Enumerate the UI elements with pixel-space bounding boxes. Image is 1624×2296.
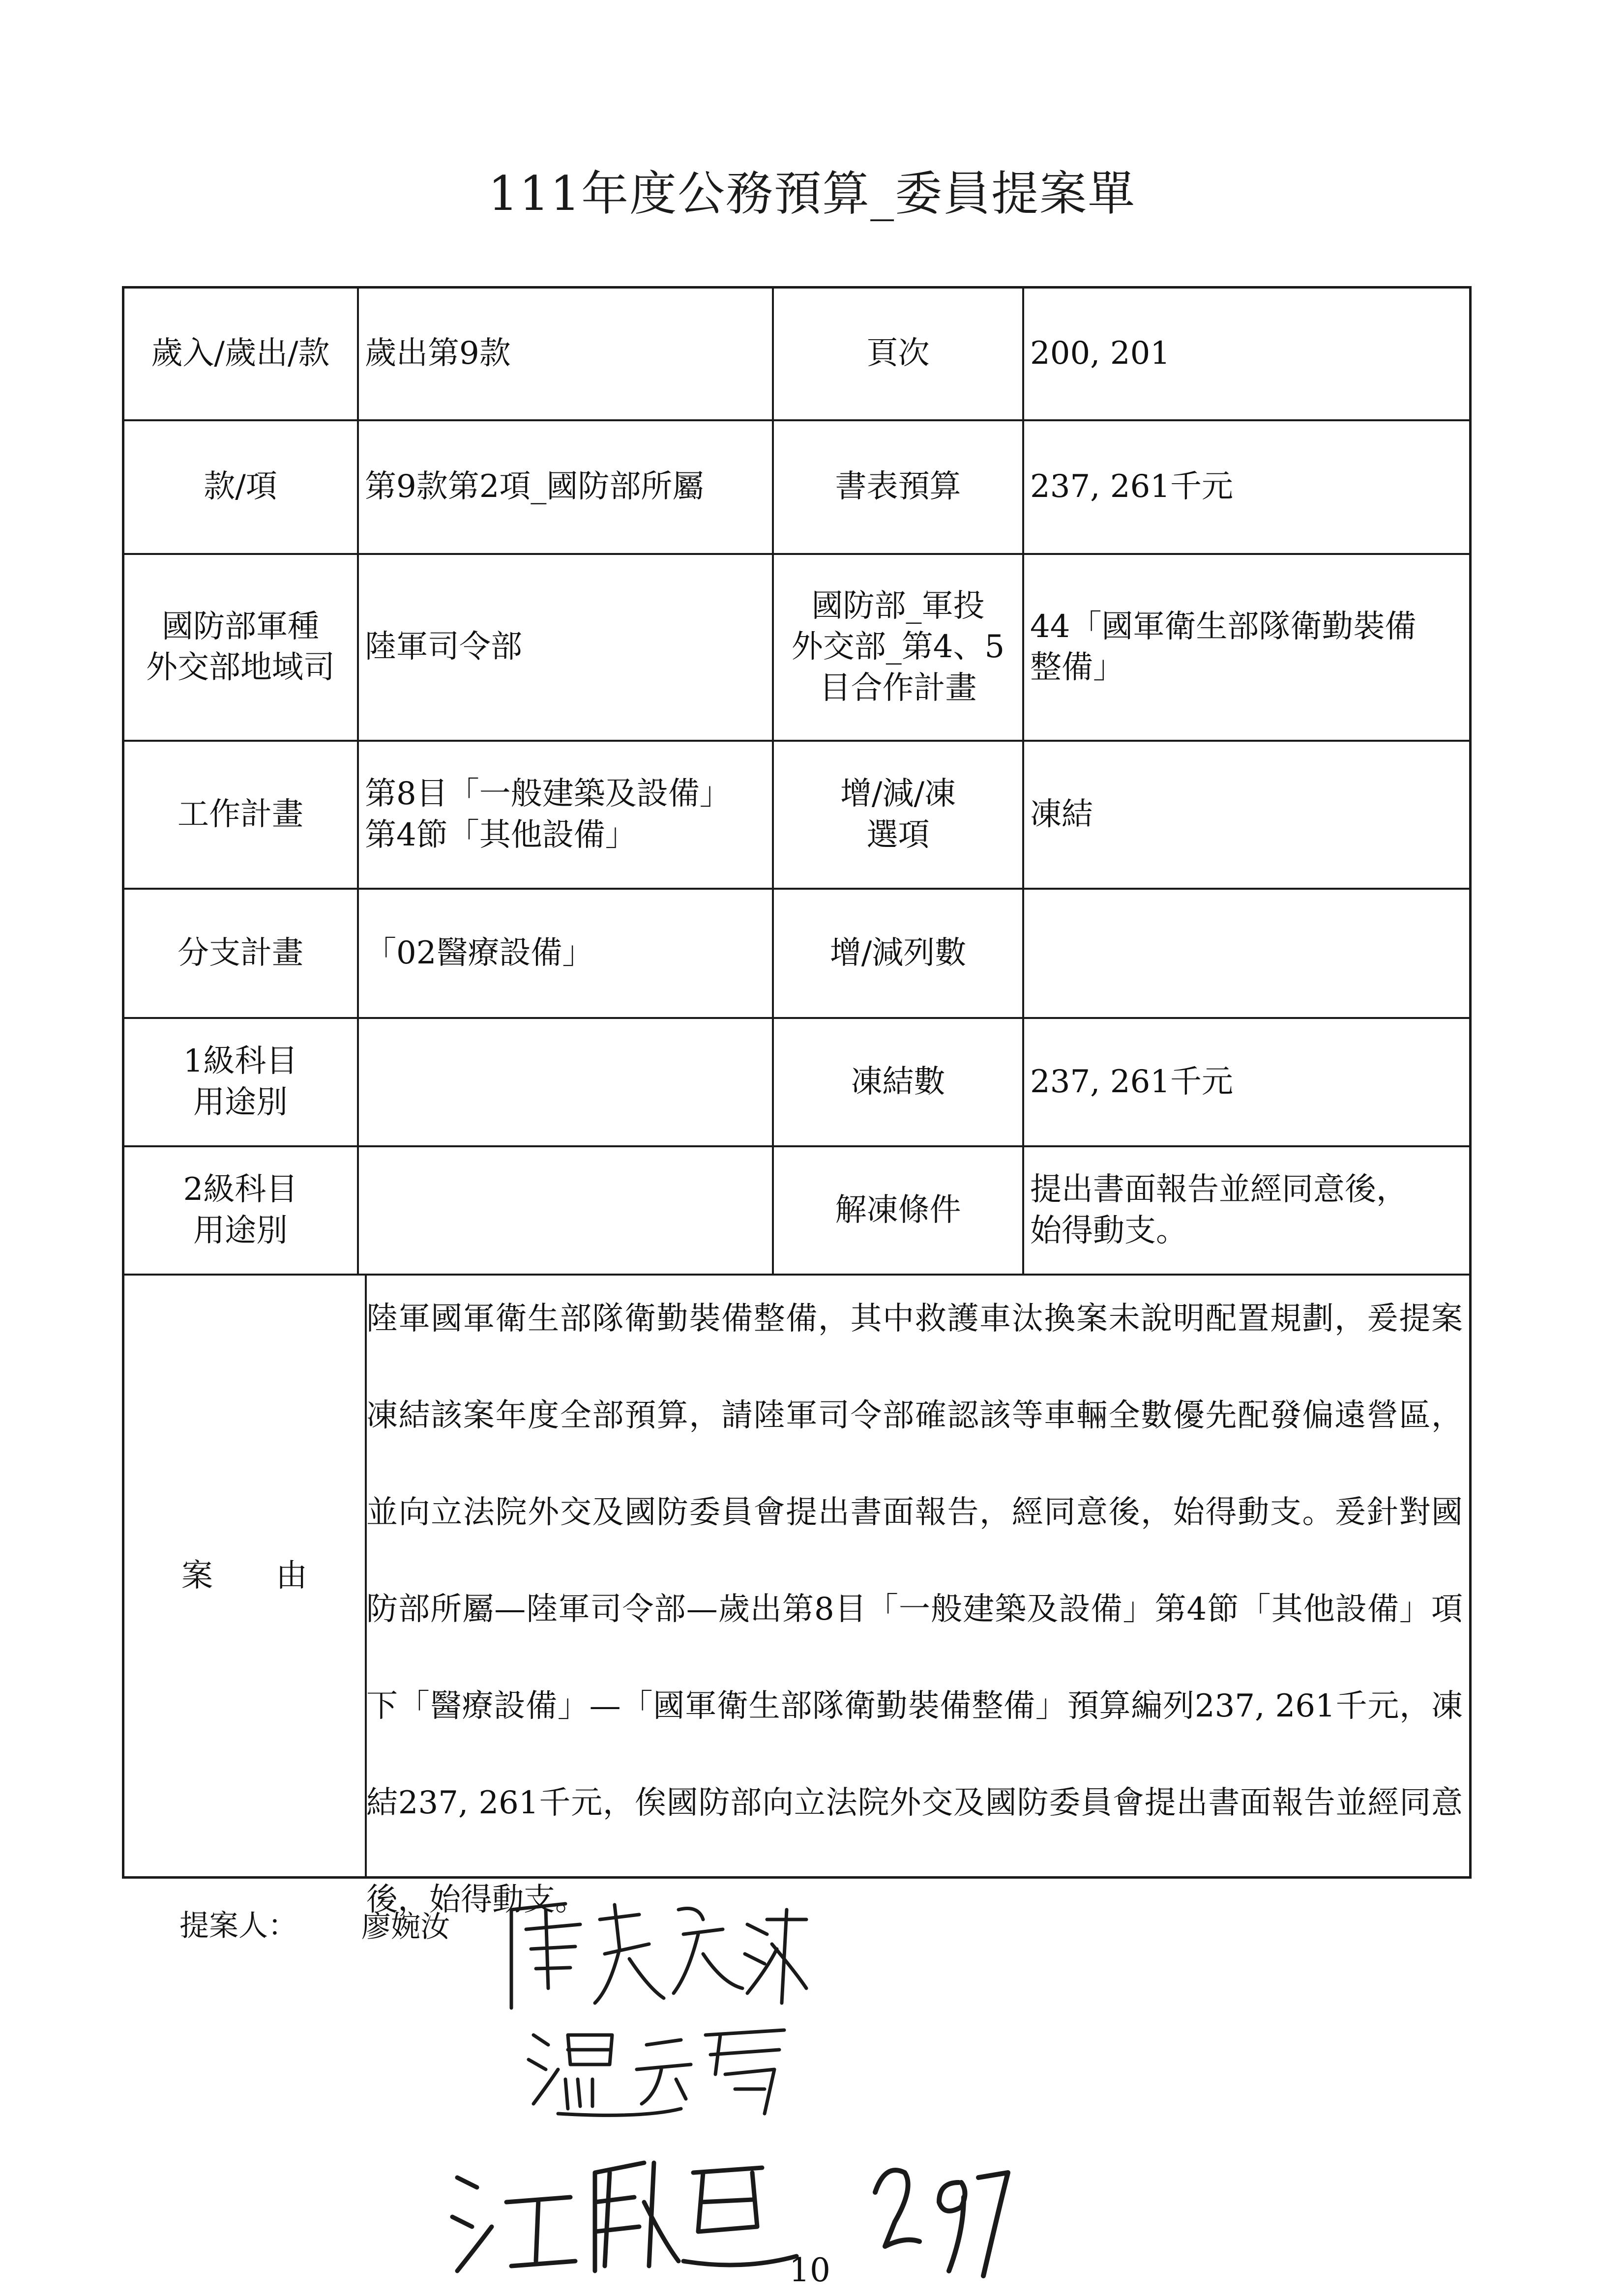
signature-2: [519, 2015, 794, 2128]
label-reason: 案 由: [122, 1274, 367, 1879]
reason-text: 陸軍國軍衛生部隊衛勤裝備整備，其中救護車汰換案未說明配置規劃，爰提案凍結該案年度全部預算，請陸軍司令部確認該等車輛全數優先配發偏遠營區，並向立法院外交及國防委員會提出書面報告，經同意後，始得動支。爰針對國防部所屬—陸軍司令部—歲出第8目「一般建築及設備」第4節「其他設備」項下「醫療設備」—「國軍衛生部隊衛勤裝備整備」預算編列237, 261千元，凍結237, 261千元，俟國防部向立法院外交及國防委員會提出書面報告並經同意後，始得動支。: [366, 1301, 1463, 1918]
label-change-amount: 增/減列數: [772, 888, 1024, 1019]
value-page: 200, 201: [1022, 286, 1472, 421]
value-work-plan: [357, 740, 774, 890]
value-investment-plan: [1022, 553, 1472, 742]
value-unfreeze-condition: [1022, 1145, 1472, 1276]
label-book-budget: 書表預算: [772, 419, 1024, 555]
value-investment-plan-text: 44「國軍衛生部隊衛勤裝備 整備」: [1030, 608, 1417, 686]
label-frozen-amount: 凍結數: [772, 1017, 1024, 1147]
signature-1: [492, 1890, 811, 2018]
value-section-item: 第9款第2項_國防部所屬: [357, 419, 774, 555]
handwritten-number: [865, 2133, 1013, 2281]
value-option: 凍結: [1022, 740, 1472, 890]
value-branch-region: 陸軍司令部: [357, 553, 774, 742]
value-level1-subject: [357, 1017, 774, 1147]
label-option-text: 增/減/凍 選項: [840, 776, 956, 853]
label-level2-subject-text: 2級科目 用途別: [183, 1171, 298, 1249]
value-frozen-amount: 237, 261千元: [1022, 1017, 1472, 1147]
proposer-label: 提案人：: [179, 1909, 297, 1943]
label-unfreeze-condition: 解凍條件: [772, 1145, 1024, 1276]
label-option: [772, 740, 1024, 890]
value-change-amount: [1022, 888, 1472, 1019]
proposer-name: 廖婉汝: [361, 1910, 450, 1944]
label-level1-subject: [122, 1017, 359, 1147]
label-section-item: 款/項: [122, 419, 359, 555]
value-sub-plan: 「02醫療設備」: [357, 888, 774, 1019]
value-level2-subject: [357, 1145, 774, 1276]
label-investment-plan: [772, 553, 1024, 742]
label-sub-plan: 分支計畫: [122, 888, 359, 1019]
label-branch-region-text: 國防部軍種 外交部地域司: [146, 608, 335, 686]
page-number: 10: [789, 2251, 830, 2289]
label-work-plan: 工作計畫: [122, 740, 359, 890]
page-title: 111年度公務預算_委員提案單: [488, 166, 1136, 221]
value-book-budget: 237, 261千元: [1022, 419, 1472, 555]
label-level2-subject: [122, 1145, 359, 1276]
label-level1-subject-text: 1級科目 用途別: [183, 1043, 298, 1121]
value-work-plan-text: 第8目「一般建築及設備」 第4節「其他設備」: [365, 776, 731, 853]
signature-3: [447, 2143, 801, 2291]
value-unfreeze-condition-text: 提出書面報告並經同意後， 始得動支。: [1030, 1171, 1408, 1249]
value-budget-type: 歲出第9款: [357, 286, 774, 421]
label-page: 頁次: [772, 286, 1024, 421]
label-branch-region: [122, 553, 359, 742]
label-investment-plan-text: 國防部_軍投 外交部_第4、5 目合作計畫: [791, 588, 1005, 706]
label-budget-type: 歲入/歲出/款: [122, 286, 359, 421]
